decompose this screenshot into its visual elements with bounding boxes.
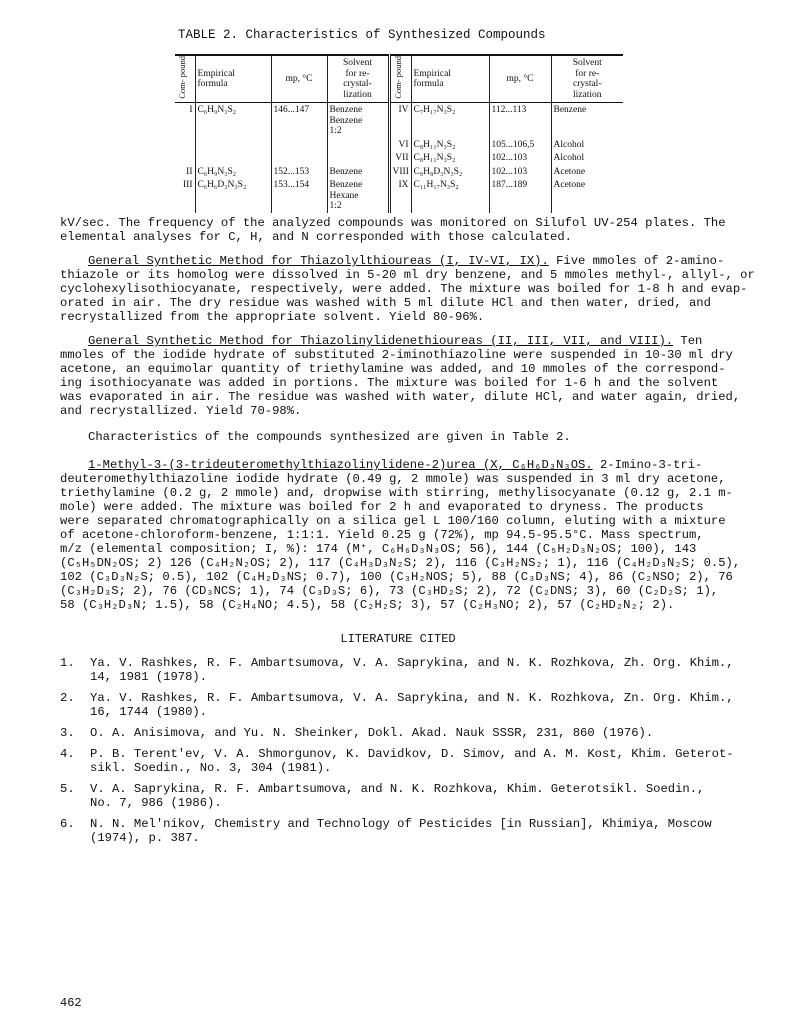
text-line: elemental analyses for C, H, and N corresponded with those calculated. — [60, 230, 572, 244]
reference-text: Ya. V. Rashkes, R. F. Ambartsumova, V. A. Saprykina, and N. K. Rozhkova, Zh. Org. Khim., — [90, 656, 734, 670]
cell-solvent: Alcohol — [551, 151, 623, 165]
text-line: General Synthetic Method for Thiazolylthioureas (I, IV-VI, IX). Five mmoles of 2-amino- — [88, 254, 725, 268]
text-line: recrystallized from the appropriate solvent. Yield 80-96%. — [60, 310, 485, 324]
cell-mp: 105...106,5 — [489, 138, 551, 152]
header-solvent-left: Solvent for re- crystal- lization — [327, 55, 389, 103]
reference-text: 16, 1744 (1980). — [90, 705, 208, 719]
cell-mp: 152...153 — [271, 165, 327, 179]
cell-mp: 153...154 — [271, 178, 327, 213]
table-header-row — [175, 55, 623, 103]
text-line: cyclohexylisothiocyanate, respectively, were added. The mixture was boiled for 1-8 h and evap- — [60, 282, 748, 296]
reference-text: 14, 1981 (1978). — [90, 670, 208, 684]
section-heading: General Synthetic Method for Thiazolylthioureas (I, IV-VI, IX). — [88, 254, 549, 268]
reference-text: (1974), p. 387. — [90, 831, 200, 845]
table-row — [175, 178, 623, 213]
section-heading: General Synthetic Method for Thiazolinylidenethioureas (II, III, VII, and VIII). — [88, 334, 674, 348]
cell-solvent: Benzene Benzene 1:2 — [327, 103, 389, 138]
literature-heading: LITERATURE CITED — [340, 632, 456, 646]
cell-formula: C₇H₁₇N₃S₂ — [411, 103, 489, 138]
text-line: General Synthetic Method for Thiazolinylidenethioureas (II, III, VII, and VIII). Ten — [88, 334, 703, 348]
cell-mp: 146...147 — [271, 103, 327, 138]
table-row — [175, 138, 623, 152]
cell-solvent: Acetone — [551, 178, 623, 213]
text-line: mmoles of the iodide hydrate of substituted 2-iminothiazoline were suspended in 10-30 ml dry — [60, 348, 733, 362]
cell-compound: IX — [389, 178, 411, 213]
reference-text: No. 7, 986 (1986). — [90, 796, 222, 810]
cell-formula: C₁₁H₁₇N₃S₂ — [411, 178, 489, 213]
cell-mp: 102...103 — [489, 151, 551, 165]
header-mp-right: mp, °C — [489, 55, 551, 103]
text-line: of acetone-chloroform-benzene, 1:1:1. Yield 0.25 g (72%), mp 94.5-95.5°C. Mass spectrum, — [60, 528, 704, 542]
cell-solvent — [327, 138, 389, 152]
cell-formula: C₆H₉N₃S₂ — [195, 165, 271, 179]
text-line: (C₅H₅DN₂OS; 2) 126 (C₄H₂N₂OS; 2), 117 (C₄H₃D₃N₂S; 2), 116 (C₃H₂NS₂; 1), 116 (C₄H₂D₃N₂S; 0.5), — [60, 556, 741, 570]
cell-solvent: Benzene — [551, 103, 623, 138]
reference-number: 4. — [60, 747, 75, 761]
cell-formula — [195, 138, 271, 152]
reference-text: O. A. Anisimova, and Yu. N. Sheinker, Dokl. Akad. Nauk SSSR, 231, 860 (1976). — [90, 726, 654, 740]
cell-compound: VII — [389, 151, 411, 165]
cell-solvent — [327, 151, 389, 165]
cell-compound: IV — [389, 103, 411, 138]
text-line: 1-Methyl-3-(3-trideuteromethylthiazolinylidene-2)urea (X, C₆H₆D₃N₃OS. 2-Imino-3-tri- — [88, 458, 703, 472]
table-caption: TABLE 2. Characteristics of Synthesized Compounds — [178, 28, 546, 42]
cell-formula: C₈H₁₁N₃S₂ — [411, 138, 489, 152]
text-line: deuteromethylthiazoline iodide hydrate (0.49 g, 2 mmole) was suspended in 3 ml dry acetone, — [60, 472, 726, 486]
reference-number: 1. — [60, 656, 75, 670]
cell-compound: III — [183, 180, 193, 191]
text-line: 102 (C₃D₃N₂S; 0.5), 102 (C₄H₂D₃NS; 0.7), 100 (C₃H₂NOS; 5), 88 (C₃D₃NS; 4), 86 (C₂NSO; 2), 76 — [60, 570, 733, 584]
reference-number: 3. — [60, 726, 75, 740]
section-heading: 1-Methyl-3-(3-trideuteromethylthiazolinylidene-2)urea (X, C₆H₆D₃N₃OS. — [88, 458, 593, 472]
header-compound-right: Com- pound — [389, 55, 411, 103]
cell-mp — [271, 138, 327, 152]
header-solvent-right: Solvent for re- crystal- lization — [551, 55, 623, 103]
cell-compound: I — [189, 105, 193, 116]
table-row — [175, 151, 623, 165]
cell-formula: C₈H₈D₃N₃S₂ — [411, 165, 489, 179]
reference-number: 5. — [60, 782, 75, 796]
cell-compound — [175, 138, 195, 152]
reference-text: Ya. V. Rashkes, R. F. Ambartsumova, V. A. Saprykina, and N. K. Rozhkova, Zn. Org. Khim., — [90, 691, 734, 705]
cell-formula: C₈H₁₁N₃S₂ — [411, 151, 489, 165]
text-line: m/z (elemental composition; I, %): 174 (M⁺, C₆H₆D₃N₃OS; 56), 144 (C₅H₂D₃N₂OS; 100), 143 — [60, 542, 697, 556]
table-row — [175, 103, 623, 138]
cell-mp — [271, 151, 327, 165]
text-line: 58 (C₃H₂D₃N; 1.5), 58 (C₂H₄NO; 4.5), 58 (C₂H₂S; 3), 57 (C₂H₃NO; 2), 57 (C₂HD₂N₂; 2). — [60, 598, 675, 612]
text-line: kV/sec. The frequency of the analyzed compounds was monitored on Silufol UV-254 plates. The — [60, 216, 726, 230]
text-line: and recrystallized. Yield 70-98%. — [60, 404, 302, 418]
cell-mp: 112...113 — [489, 103, 551, 138]
header-formula-left: Empirical formula — [195, 55, 271, 103]
text-line: ing isothiocyanate was added in portions. The mixture was boiled for 1-6 h and the solvent — [60, 376, 719, 390]
reference-number: 2. — [60, 691, 75, 705]
cell-formula — [195, 151, 271, 165]
cell-solvent: Benzene Hexane 1:2 — [327, 178, 389, 213]
text-line: mole) were added. The mixture was boiled for 2 h and evaporated to dryness. The products — [60, 500, 704, 514]
text-line: orated in air. The dry residue was washed with 5 ml dilute HCl and then water, dried, and — [60, 296, 711, 310]
paragraph-intro — [60, 216, 765, 244]
cell-solvent: Alcohol — [551, 138, 623, 152]
text-line: (C₃H₂D₃S; 2), 76 (CD₃NCS; 1), 74 (C₃D₃S; 6), 73 (C₃HD₂S; 2), 72 (C₂DNS; 3), 60 (C₂D₂S; 1), — [60, 584, 719, 598]
reference-text: N. N. Mel'nikov, Chemistry and Technology of Pesticides [in Russian], Khimiya, Moscow — [90, 817, 712, 831]
header-compound-left: Com- pound — [177, 56, 187, 99]
paragraph-thiazolinylidenethioureas — [60, 334, 765, 418]
cell-compound: VI — [389, 138, 411, 152]
paragraph-table-reference: Characteristics of the compounds synthesized are given in Table 2. — [88, 430, 571, 444]
cell-mp: 102...103 — [489, 165, 551, 179]
text-line: thiazole or its homolog were dissolved in 5-20 ml dry benzene, and 5 mmoles methyl-, allyl-, or — [60, 268, 755, 282]
cell-mp: 187...189 — [489, 178, 551, 213]
table-row — [175, 165, 623, 179]
cell-solvent: Benzene — [327, 165, 389, 179]
header-mp-left: mp, °C — [271, 55, 327, 103]
cell-compound: II — [186, 166, 193, 177]
text-line: were separated chromatographically on a silica gel L 100/160 column, eluting with a mixture — [60, 514, 726, 528]
cell-compound — [175, 151, 195, 165]
reference-text: V. A. Saprykina, R. F. Ambartsumova, and N. K. Rozhkova, Khim. Geterotsikl. Soedin., — [90, 782, 705, 796]
compounds-table — [175, 54, 623, 213]
cell-formula: C₆H₆D₃N₃S₂ — [195, 178, 271, 213]
cell-formula: C₆H₉N₃S₂ — [195, 103, 271, 138]
cell-solvent: Acetone — [551, 165, 623, 179]
text-line: triethylamine (0.2 g, 2 mmole) and, dropwise with stirring, methylisocyanate (0.12 g, 2.1 m- — [60, 486, 733, 500]
text-line: acetone, an equimolar quantity of triethylamine was added, and 10 mmoles of the correspond- — [60, 362, 726, 376]
text-line: was evaporated in air. The residue was washed with water, dilute HCl, and water again, dried, — [60, 390, 741, 404]
header-formula-right: Empirical formula — [411, 55, 489, 103]
reference-number: 6. — [60, 817, 75, 831]
cell-compound: VIII — [389, 165, 411, 179]
paragraph-thiazolylthioureas — [60, 254, 765, 324]
reference-text: P. B. Terent'ev, V. A. Shmorgunov, K. Davidkov, D. Simov, and A. M. Kost, Khim. Geterot- — [90, 747, 734, 761]
page-number: 462 — [60, 996, 82, 1010]
reference-text: sikl. Soedin., No. 3, 304 (1981). — [90, 761, 332, 775]
paragraph-urea-synthesis — [60, 458, 765, 612]
